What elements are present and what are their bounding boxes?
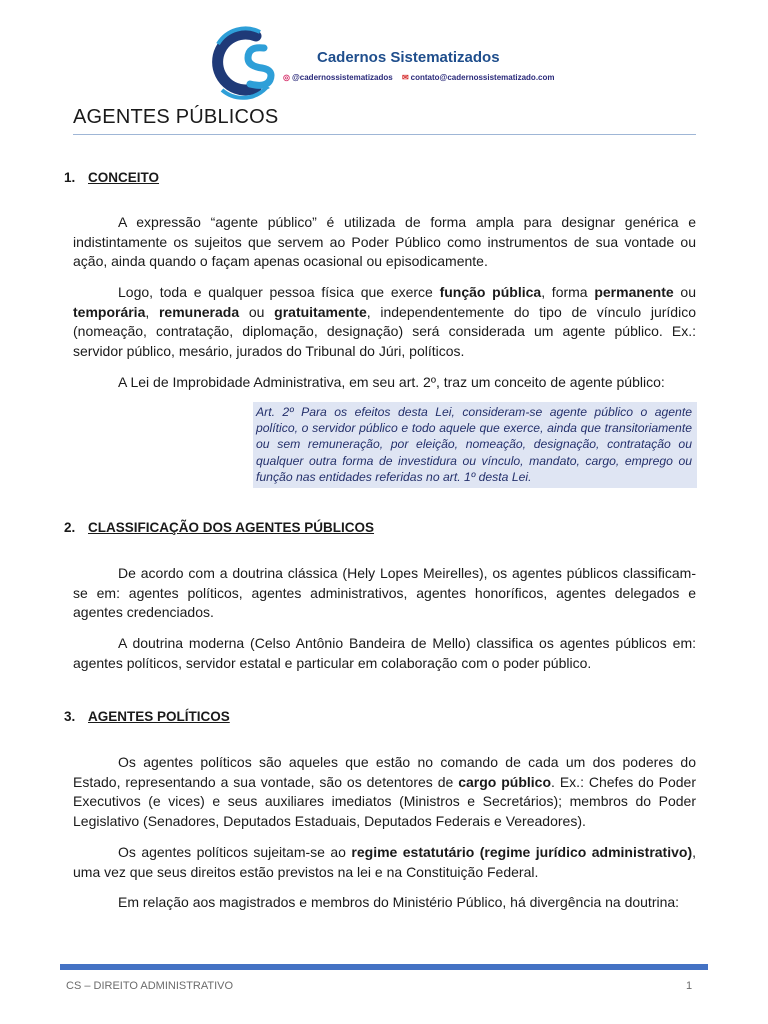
section-title: CLASSIFICAÇÃO DOS AGENTES PÚBLICOS bbox=[88, 520, 375, 535]
paragraph: Em relação aos magistrados e membros do Ministério Público, há divergência na doutrina: bbox=[118, 894, 680, 910]
brand-contact bbox=[283, 73, 555, 82]
paragraph: De acordo com a doutrina clássica (Hely Lopes Meirelles), os agentes públicos classificam-se em: agentes políticos, agentes administrativos, agentes honoríficos, agentes delegados e agentes credenciados. bbox=[73, 565, 696, 620]
paragraph: A Lei de Improbidade Administrativa, em seu art. 2º, traz um conceito de agente público: bbox=[118, 374, 665, 390]
page-number: 1 bbox=[686, 980, 693, 992]
section-title: CONCEITO bbox=[88, 170, 160, 185]
law-quote: Art. 2º Para os efeitos desta Lei, consideram-se agente público o agente político, o servidor público e todo aquele que exerce, ainda que transitoriamente ou sem remuneração, por eleição, nomeação, designação, contratação ou qualquer outra forma de investidura ou vínculo, mandato, cargo, emprego ou função nas entidades referidas no art. 1º desta Lei. bbox=[253, 402, 697, 488]
header-logo bbox=[204, 22, 574, 102]
section-number: 3. bbox=[64, 709, 76, 724]
email-link[interactable]: contato@cadernossistematizado.com bbox=[410, 73, 555, 82]
paragraph: A expressão “agente público” é utilizada de forma ampla para designar genérica e indistintamente os sujeitos que servem ao Poder Público como instrumentos de sua vontade ou ação, ainda quando o façam apenas ocasional ou episodicamente. bbox=[73, 214, 696, 269]
footer-bar bbox=[60, 964, 708, 970]
section-number: 2. bbox=[64, 520, 76, 535]
paragraph: Os agentes políticos são aqueles que estão no comando de cada um dos poderes do Estado, representando a sua vontade, são os detentores de cargo público. Ex.: Chefes do Poder Executivos (e vices) e seus auxiliares imediatos (Ministros e Secretários); membros do Poder Legislativo (Senadores, Deputados Estaduais, Deputados Federais e Vereadores). bbox=[73, 754, 697, 829]
paragraph: Logo, toda e qualquer pessoa física que exerce função pública, forma permanente ou temporária, remunerada ou gratuitamente, independentemente do tipo de vínculo jurídico (nomeação, contratação, diplomação, designação) será considerada um agente público. Ex.: servidor público, mesário, jurados do Tribunal do Júri, políticos. bbox=[73, 284, 696, 359]
section-heading-agentes-politicos bbox=[64, 709, 230, 724]
brand-name: Cadernos Sistematizados bbox=[317, 49, 500, 66]
paragraph: Os agentes políticos sujeitam-se ao regime estatutário (regime jurídico administrativo), uma vez que seus direitos estão previstos na lei e na Constituição Federal. bbox=[73, 844, 697, 880]
page-title: AGENTES PÚBLICOS bbox=[73, 106, 279, 128]
section-title: AGENTES POLÍTICOS bbox=[88, 709, 230, 724]
section-number: 1. bbox=[64, 170, 76, 185]
gmail-icon: ✉ bbox=[401, 73, 409, 82]
title-divider bbox=[73, 134, 696, 135]
instagram-handle[interactable]: @cadernossistematizados bbox=[291, 73, 393, 82]
section-heading-classificacao bbox=[64, 520, 374, 535]
instagram-icon: ◎ bbox=[283, 73, 290, 82]
cs-logo-icon bbox=[204, 22, 280, 102]
paragraph: A doutrina moderna (Celso Antônio Bandeira de Mello) classifica os agentes públicos em: agentes políticos, servidor estatal e particular em colaboração com o poder público. bbox=[73, 635, 696, 671]
footer-label: CS – DIREITO ADMINISTRATIVO bbox=[66, 980, 234, 992]
section-heading-conceito bbox=[64, 170, 159, 185]
